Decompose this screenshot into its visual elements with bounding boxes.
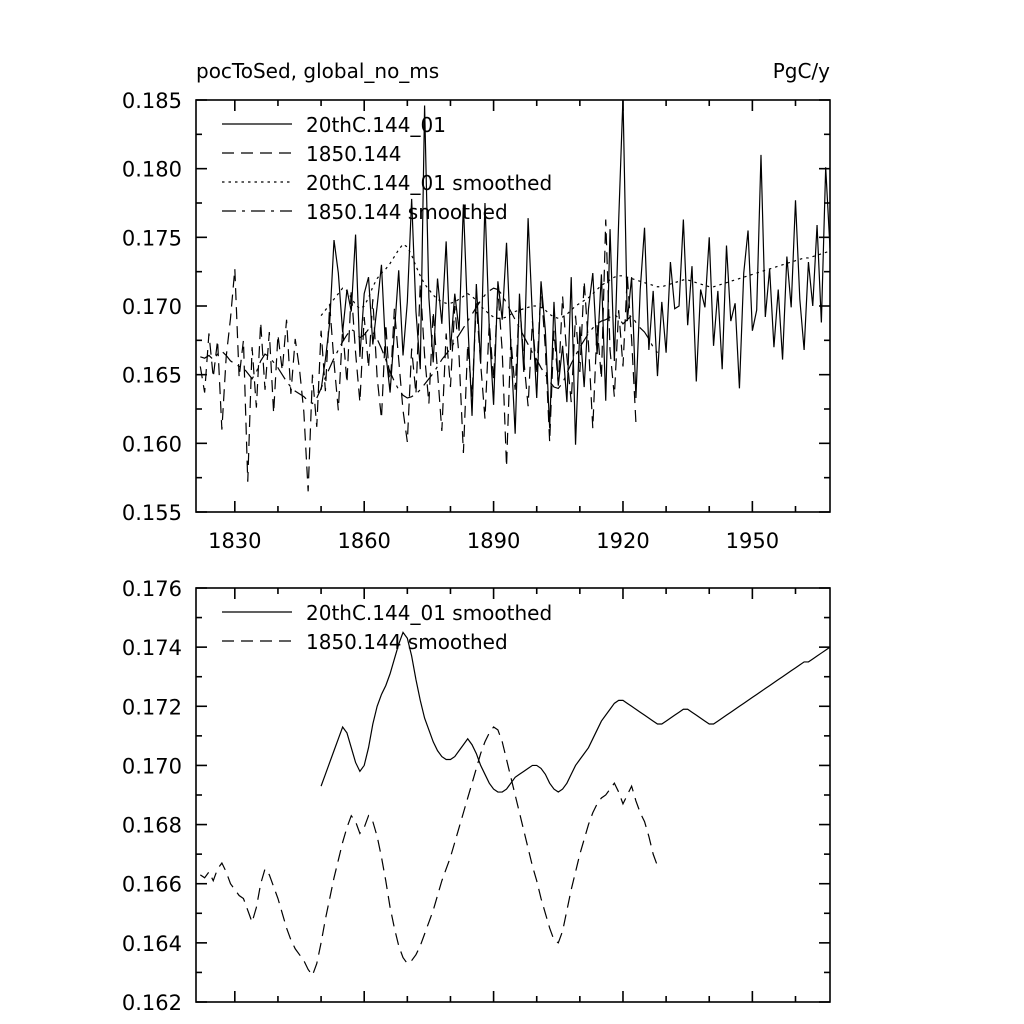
y-tick-label: 0.172 — [121, 695, 182, 720]
series-line — [200, 219, 636, 491]
legend-label: 1850.144 — [306, 142, 402, 166]
legend-label: 20thC.144_01 smoothed — [306, 171, 553, 195]
panel-bottom — [122, 577, 830, 1015]
series-group — [200, 97, 830, 491]
plot-frame — [196, 588, 830, 1002]
y-tick-label: 0.160 — [121, 432, 182, 457]
y-tick-label: 0.174 — [121, 636, 182, 661]
y-tick-label: 0.170 — [121, 754, 182, 779]
header-right-label: PgC/y — [772, 59, 830, 83]
series-line — [200, 727, 657, 975]
header-left-label: pocToSed, global_no_ms — [196, 59, 440, 83]
x-tick-label: 1950 — [725, 529, 780, 553]
series-group — [200, 632, 830, 975]
y-tick-label: 0.168 — [121, 813, 182, 838]
y-tick-label: 0.185 — [121, 89, 182, 113]
legend-label: 1850.144 smoothed — [306, 200, 508, 224]
panel-top — [122, 89, 830, 553]
x-tick-label: 1890 — [466, 529, 521, 553]
y-tick-label: 0.165 — [121, 363, 182, 388]
y-tick-label: 0.155 — [121, 501, 182, 525]
y-tick-label: 0.176 — [121, 577, 182, 601]
y-tick-label: 0.180 — [121, 157, 182, 182]
y-tick-label: 0.164 — [121, 931, 182, 956]
y-tick-label: 0.175 — [121, 226, 182, 251]
y-tick-label: 0.162 — [121, 991, 182, 1015]
x-tick-label: 1920 — [596, 529, 650, 553]
series-line — [321, 632, 830, 792]
x-tick-label: 1830 — [208, 529, 262, 553]
legend-label: 20thC.144_01 smoothed — [306, 601, 553, 625]
legend-label: 1850.144 smoothed — [306, 630, 508, 654]
y-tick-label: 0.166 — [121, 872, 182, 897]
y-tick-label: 0.170 — [121, 295, 182, 319]
x-tick-label: 1860 — [337, 529, 391, 553]
legend-label: 20thC.144_01 — [306, 113, 446, 137]
